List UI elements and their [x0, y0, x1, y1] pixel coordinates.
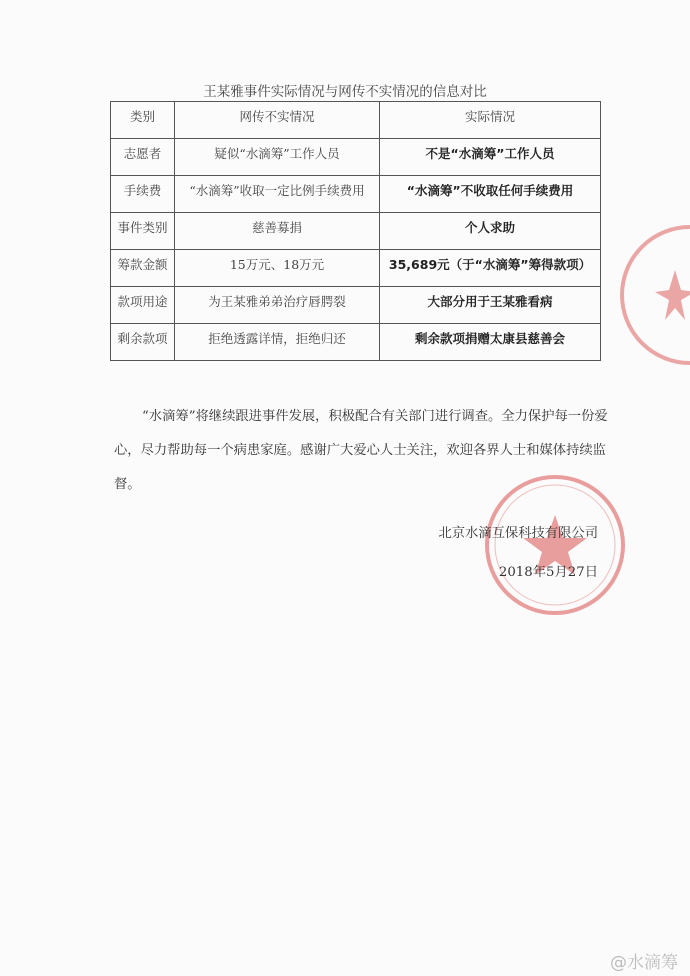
table-cell: 手续费 [111, 176, 175, 213]
table-cell: 15万元、18万元 [175, 250, 380, 287]
table-cell: 个人求助 [380, 213, 601, 250]
table-cell: 剩余款项 [111, 324, 175, 361]
table-row [111, 324, 601, 361]
table-cell: 拒绝透露详情，拒绝归还 [175, 324, 380, 361]
document-title: 王某雅事件实际情况与网传不实情况的信息对比 [203, 84, 487, 100]
table-row [111, 287, 601, 324]
weibo-watermark: @水滴筹 [610, 953, 678, 973]
company-signature: 北京水滴互保科技有限公司 [438, 526, 598, 541]
table-cell: 志愿者 [111, 139, 175, 176]
table-cell: 不是“水滴筹”工作人员 [380, 139, 601, 176]
table-cell: 大部分用于王某雅看病 [380, 287, 601, 324]
table-cell: “水滴筹”收取一定比例手续费用 [175, 176, 380, 213]
table-cell: 剩余款项捐赠太康县慈善会 [380, 324, 601, 361]
table-cell: 事件类别 [111, 213, 175, 250]
table-cell: 为王某雅弟弟治疗唇腭裂 [175, 287, 380, 324]
table-cell: 35,689元（于“水滴筹”筹得款项） [380, 250, 601, 287]
partial-seal-stamp [615, 220, 690, 370]
table-cell: 疑似“水滴筹”工作人员 [175, 139, 380, 176]
table-cell: “水滴筹”不收取任何手续费用 [380, 176, 601, 213]
table-header-cell: 类别 [111, 102, 175, 139]
statement-paragraph: “水滴筹”将继续跟进事件发展，积极配合有关部门进行调查。全力保护每一份爱心，尽力帮助每一个病患家庭。感谢广大爱心人士关注，欢迎各界人士和媒体持续监督。 [114, 409, 608, 492]
table-header-row [111, 102, 601, 139]
table-row [111, 139, 601, 176]
table-row [111, 250, 601, 287]
document-date: 2018年5月27日 [498, 565, 598, 580]
table-cell: 款项用途 [111, 287, 175, 324]
table-header-cell: 实际情况 [380, 102, 601, 139]
table-cell: 筹款金额 [111, 250, 175, 287]
table-row [111, 213, 601, 250]
table-row [111, 176, 601, 213]
table-cell: 慈善募捐 [175, 213, 380, 250]
company-seal-stamp [480, 470, 630, 620]
table-header-cell: 网传不实情况 [175, 102, 380, 139]
comparison-table [110, 101, 601, 361]
